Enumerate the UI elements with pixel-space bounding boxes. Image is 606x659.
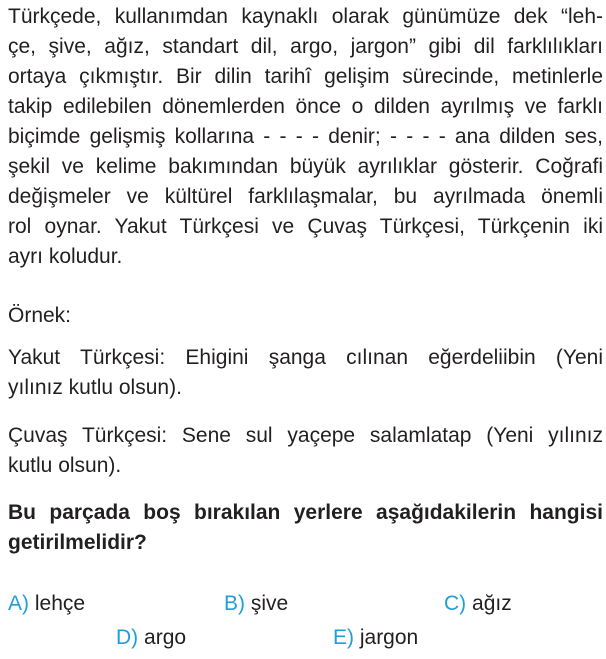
passage-line: Türkçede, kullanımdan kaynaklı olarak günümüze dek “leh- (8, 5, 603, 28)
option-a[interactable] (8, 589, 85, 619)
option-letter: D) (116, 626, 139, 649)
question-line: Bu parçada boş bırakılan yerlere aşağıdakilerin hangisi (8, 501, 603, 524)
passage-paragraph (8, 2, 603, 272)
example-label: Örnek: (8, 304, 72, 327)
passage-line: ortaya çıkmıştır. Bir dilin tarihî gelişim sürecinde, metinlerle (8, 65, 603, 88)
passage-line: biçimde gelişmiş kollarına - - - - denir; - - - - ana dilden ses, (8, 125, 603, 148)
option-text: jargon (359, 626, 419, 649)
option-text: ağız (472, 592, 512, 615)
passage-line: şekil ve kelime bakımından büyük ayrılıklar gösterir. Coğrafi (8, 155, 603, 178)
option-e[interactable] (333, 623, 418, 653)
option-text: şive (250, 592, 289, 615)
passage-line: değişmeler ve kültürel farklılaşmalar, bu ayrılmada önemli (8, 185, 603, 208)
question-stem (8, 498, 603, 558)
option-text: lehçe (34, 592, 86, 615)
option-letter: B) (224, 592, 245, 615)
option-letter: E) (333, 626, 354, 649)
example-yakut (8, 343, 603, 403)
passage-line: ayrı koludur. (8, 245, 123, 268)
passage-line: çe, şive, ağız, standart dil, argo, jargon” gibi dil farklılıkları (8, 35, 603, 58)
example-cuvas (8, 421, 603, 481)
example-yakut-line: Yakut Türkçesi: Ehigini şanga cılınan eğerdeliibin (Yeni (8, 346, 603, 369)
example-cuvas-line: Çuvaş Türkçesi: Sene sul yaçepe salamlatap (Yeni yılınız (8, 424, 603, 447)
question-line: getirilmelidir? (8, 531, 147, 554)
option-d[interactable] (116, 623, 186, 653)
option-letter: C) (444, 592, 467, 615)
option-c[interactable] (444, 589, 512, 619)
example-cuvas-line: kutlu olsun). (8, 454, 122, 477)
option-letter: A) (8, 592, 29, 615)
passage-line: rol oynar. Yakut Türkçesi ve Çuvaş Türkçesi, Türkçenin iki (8, 215, 603, 238)
example-yakut-line: yılınız kutlu olsun). (8, 376, 182, 399)
passage-line: takip edilebilen dönemlerden önce o dilden ayrılmış ve farklı (8, 95, 603, 118)
option-b[interactable] (224, 589, 288, 619)
option-text: argo (144, 626, 187, 649)
